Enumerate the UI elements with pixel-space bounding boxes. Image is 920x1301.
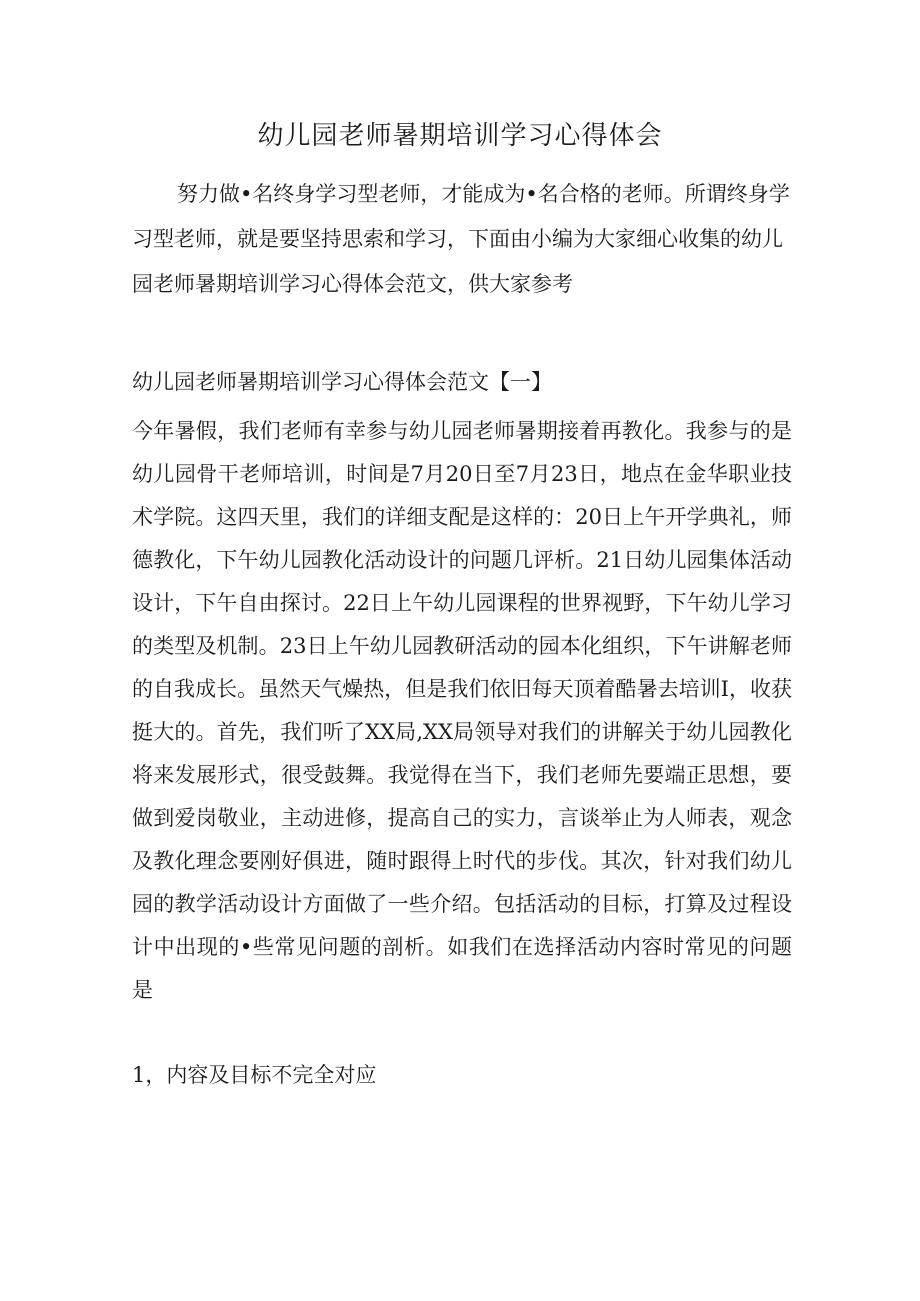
list-item: 1，内容及目标不完全对应 (132, 1063, 377, 1087)
document-title: 幼儿园老师暑期培训学习心得体会 (257, 121, 663, 151)
intro-paragraph: 努力做•名终身学习型老师，才能成为•名合格的老师。所谓终身学习型老师，就是要坚持思索和学习，下面由小编为大家细心收集的幼儿园老师暑期培训学习心得体会范文，供大家参考 (132, 182, 790, 296)
body-paragraph: 今年暑假，我们老师有幸参与幼儿园老师暑期接着再教化。我参与的是幼儿园骨干老师培训，时间是7月20日至7月23日，地点在金华职业技术学院。这四天里，我们的详细支配是这样的：20日上午开学典礼，师德教化，下午幼儿园教化活动设计的问题几评析。21日幼儿园集体活动设计，下午自由探讨。22日上午幼儿园课程的世界视野，下午幼儿学习的类型及机制。23日上午幼儿园教研活动的园本化组织，下午讲解老师的自我成长。虽然天气燥热，但是我们依旧每天顶着酷暑去培训I，收获挺大的。首先，我们听了XX局,XX局领导对我们的讲解关于幼儿园教化将来发展形式，很受鼓舞。我觉得在当下，我们老师先要端正思想，要做到爱岗敬业，主动进修，提高自己的实力，言谈举止为人师表，观念及教化理念要刚好俱进，随时跟得上时代的步伐。其次，针对我们幼儿园的教学活动设计方面做了一些介绍。包括活动的目标，打算及过程设计中出现的•些常见问题的剖析。如我们在选择活动内容时常见的问题是 (132, 419, 792, 1002)
section-heading: 幼儿园老师暑期培训学习心得体会范文【一】 (132, 370, 552, 394)
